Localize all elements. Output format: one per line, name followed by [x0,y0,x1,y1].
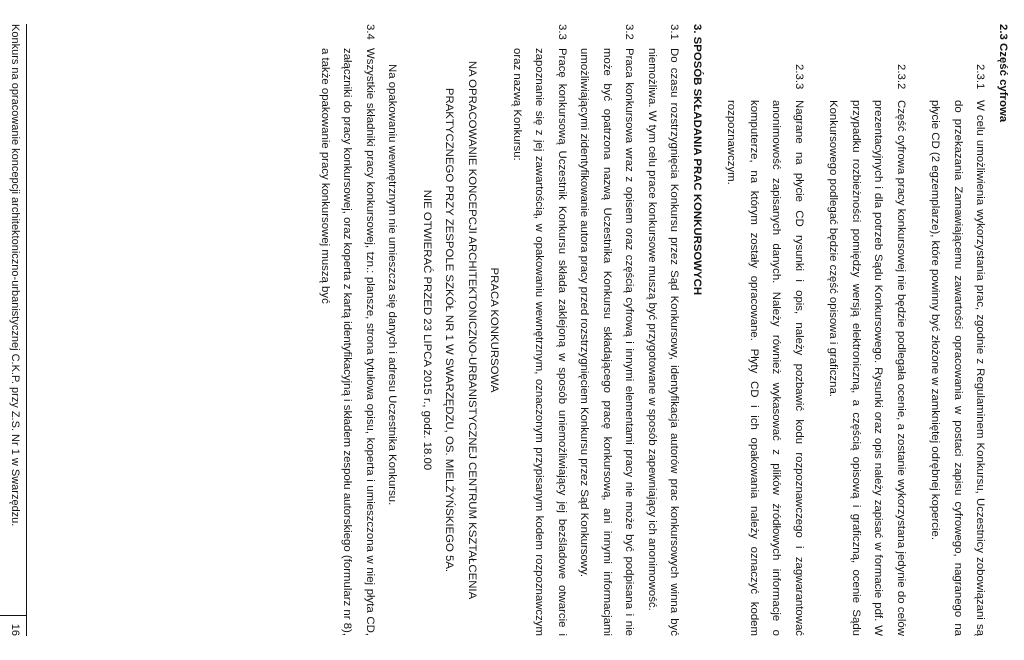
footer-text: Konkurs na opracowanie koncepcji architektoniczno-urbanistycznej C.K.P. przy Z.S. Nr 1 w Swarzędzu. [9,24,21,527]
label-line-2: NA OPRACOWANIE KONCEPCJI ARCHITEKTONICZNO-URBANISTYCZNEJ CENTRUM KSZTAŁCENIA [466,60,478,600]
paragraph-number: 3.4 [364,24,376,40]
page-number: 16 [0,615,26,636]
paragraph-number: 2.3.1 [974,64,987,90]
label-line-4: NIE OTWIERAĆ PRZED 23 LIPCA 2015 r., godz. 18.00 [421,189,433,471]
label-line-3: PRAKTYCZNEGO PRZY ZESPOLE SZKÓŁ NR 1 W SWARZĘDZU, OS. MIELŻYŃSKIEGO 5A. [443,87,456,573]
paragraph-text: W celu umożliwienia wykorzystania prac, zgodnie z Regulaminem Konkursu, Uczestnicy zobowiązani są do przekazania Zamawiającemu zawartości opracowania w postaci zapisu cyfrowego, nagranego na płycie CD (2 egzemplarze), które powinny być złożone w zamkniętej odrębnej kopercie. [929,100,987,636]
section-2-3-heading: 2.3 Część cyfrowa [997,24,1009,123]
paragraph-2-3-2 [822,24,912,636]
paragraph-3-4 [314,24,382,636]
paragraph-3-1 [641,24,686,636]
paragraph-number: 3.1 [668,24,681,40]
paragraph-number: 3.3 [556,24,568,40]
paragraph-2-3-3 [720,24,810,636]
paragraph-text: Do czasu rozstrzygnięcia Konkursu przez Sąd Konkursowy, identyfikacja autorów prac konkursowych winna być niemożliwa. W tym celu prace konkursowe muszą być przygotowane w sposób zapewniający ich anonimowość. [646,48,681,636]
paragraph-text: Praca konkursowa wraz z opisem oraz częścią cyfrową i innymi elementami pracy nie może być podpisana i nie może być opatrzona nazwą Uczestnika Konkursu składającego pracę konkursową, ani innymi informacjami umożliwiającymi zidentyfikowanie autora pracy przed rozstrzygnięciem Konkursu przez Sąd Konkursowy. [578,48,636,636]
paragraph-text: Część cyfrowa pracy konkursowej nie będzie podlegała ocenie, a zostanie wykorzystana jedynie do celów prezentacyjnych i dla potrzeb Sądu Konkursowego. Rysunki oraz opis należy zapisać w formacie pdf. W przypadku rozbieżności pomiędzy wersją elektroniczną, a częścią opisową i graficzną, ocenie Sądu Konkursowego podlegać będzie część opisowa i graficzna. [827,100,907,636]
paragraph-text: Nagrane na płycie CD rysunki i opis, należy pozbawić kodu rozpoznawczego i zagwarantować anonimowość zapisanych danych. Należy również wykasować z plików źródłowych informacje o komputerze, na którym zostały opracowane. Płyty CD i ich opakowania należy oznaczyć kodem rozpoznawczym. [725,100,805,636]
paragraph-2-3-1 [924,24,992,636]
paragraph-3-2 [573,24,641,636]
spacer [912,24,924,636]
note-text: Na opakowaniu wewnętrznym nie umieszcza się danych i adresu Uczestnika Konkursu. [386,64,399,506]
paragraph-3-3 [506,24,574,636]
spacer [810,24,822,636]
paragraph-number: 2.3.3 [793,64,805,90]
spacer [404,24,416,636]
label-line-1: PRACA KONKURSOWA [488,267,501,393]
page-footer [0,24,27,636]
section-3-heading: 3. SPOSÓB SKŁADANIA PRAC KONKURSOWYCH [691,24,703,296]
spacer [708,24,720,636]
paragraph-number: 3.2 [623,24,636,40]
paragraph-text: Wszystkie składniki pracy konkursowej, tzn.: plansze, strona tytułowa opisu, koperta i umieszczona w niej płyta CD, załączniki do pracy konkursowej, oraz koperta z kartą identyfikacyjną i składem zespołu autorskiego (formularz nr 8), a także opakowanie pracy konkursowej muszą być [319,48,376,636]
paragraph-text: Pracę konkursową Uczestnik Konkursu składa zaklejoną w sposób uniemożliwiający jej bezśladowe otwarcie i zapoznanie się z jej zawartością, w opakowaniu wewnętrznym, oznaczonym przypisanym kodem rozpoznawczym oraz nazwą Konkursu: [511,48,568,636]
paragraph-number: 2.3.2 [895,64,907,90]
